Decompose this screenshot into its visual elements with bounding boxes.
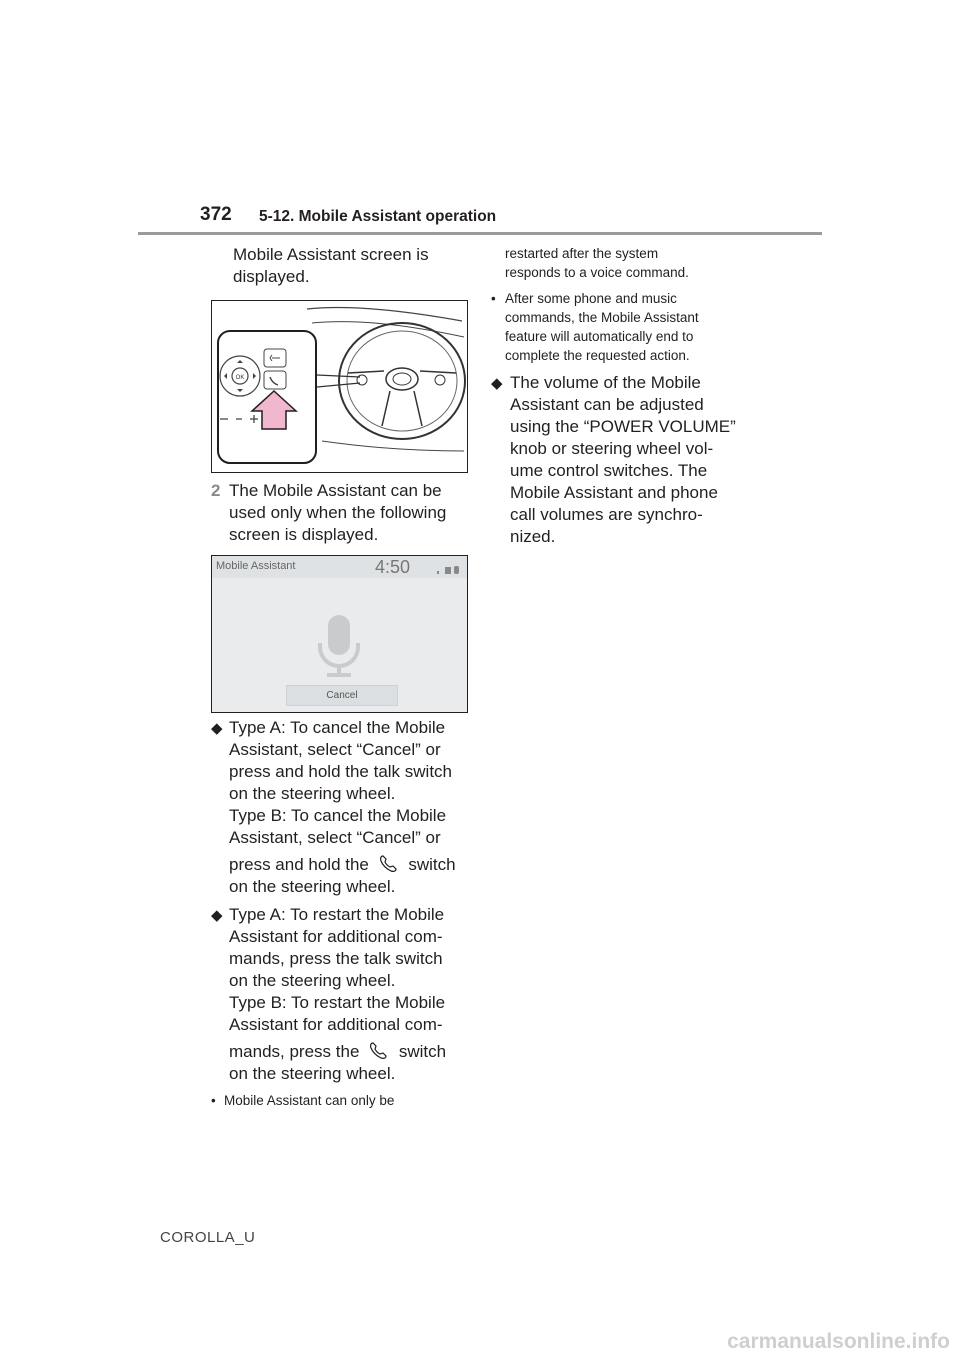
- bullet-3-line-1: The volume of the Mobile: [510, 373, 701, 392]
- header-rule: [138, 232, 822, 235]
- bullet-3-line-2: Assistant can be adjusted: [510, 395, 704, 414]
- bullet-2-line-6: Assistant for additional com-: [229, 1015, 443, 1034]
- steering-wheel-illustration: [212, 301, 467, 472]
- page-number: 372: [200, 204, 232, 225]
- bullet-2-line-1: Type A: To restart the Mobile: [229, 905, 445, 924]
- bullet-2-line-4: on the steering wheel.: [229, 971, 396, 990]
- footer-model: COROLLA_U: [160, 1229, 256, 1246]
- step-2-number: [211, 480, 220, 502]
- bullet-3-line-3: using the “POWER VOLUME”: [510, 417, 736, 436]
- bullet-2-phone-after: switch: [398, 1042, 447, 1061]
- bullet-3-line-6: Mobile Assistant and phone: [510, 483, 718, 502]
- bullet-diamond-icon: ◆: [211, 907, 223, 924]
- intro-line-2: displayed.: [233, 267, 310, 286]
- bullet-1-line-8: on the steering wheel.: [229, 877, 396, 896]
- intro-line-1: Mobile Assistant screen is: [233, 245, 429, 264]
- bullet-1-line-2: Assistant, select “Cancel” or: [229, 740, 441, 759]
- microphone-icon: [315, 613, 363, 679]
- mobile-assistant-screen-figure: [211, 555, 468, 713]
- note-line-1: Mobile Assistant can only be: [224, 1093, 395, 1108]
- watermark[interactable]: [640, 1324, 960, 1358]
- bullet-2-line-2: Assistant for additional com-: [229, 927, 443, 946]
- note-cont-line-1: restarted after the system: [505, 246, 659, 261]
- phone-icon: [364, 1040, 394, 1060]
- bullet-1-line-1: Type A: To cancel the Mobile: [229, 718, 446, 737]
- bullet-1-line-7: [229, 853, 456, 876]
- bullet-2-line-8: on the steering wheel.: [229, 1064, 396, 1083]
- note-2-line-4: complete the requested action.: [505, 348, 690, 363]
- status-icons: [433, 562, 461, 572]
- note-2-line-3: feature will automatically end to: [505, 329, 694, 344]
- step-number: 2: [211, 481, 221, 500]
- bullet-diamond-icon: ◆: [491, 375, 503, 392]
- note-bullet-icon: •: [211, 1093, 216, 1108]
- step-2-line-3: screen is displayed.: [229, 525, 379, 544]
- watermark-text: carmanualsonline.info: [727, 1330, 950, 1353]
- bullet-2-line-3: mands, press the talk switch: [229, 949, 443, 968]
- bullet-1-line-3: press and hold the talk switch: [229, 762, 453, 781]
- screen-clock: 4:50: [375, 557, 411, 577]
- note-cont-line-2: responds to a voice command.: [505, 265, 689, 280]
- bullet-2-line-7: [229, 1040, 446, 1063]
- bullet-1-phone-before: press and hold the: [229, 855, 369, 874]
- step-2-line-2: used only when the following: [229, 503, 447, 522]
- note-2-line-1: After some phone and music: [505, 291, 677, 306]
- steering-wheel-figure: [211, 300, 468, 473]
- note-2-line-2: commands, the Mobile Assistant: [505, 310, 699, 325]
- section-title: 5-12. Mobile Assistant operation: [259, 208, 497, 225]
- bullet-1-line-5: Type B: To cancel the Mobile: [229, 806, 447, 825]
- bullet-3-line-4: knob or steering wheel vol-: [510, 439, 714, 458]
- bullet-2-phone-before: mands, press the: [229, 1042, 360, 1061]
- svg-text:OK: OK: [235, 375, 245, 381]
- bullet-3-line-7: call volumes are synchro-: [510, 505, 703, 524]
- bullet-3-line-8: nized.: [510, 527, 556, 546]
- bullet-3-line-5: ume control switches. The: [510, 461, 708, 480]
- cancel-button-label: Cancel: [326, 690, 358, 701]
- cancel-button[interactable]: [286, 685, 398, 706]
- bullet-1-line-4: on the steering wheel.: [229, 784, 396, 803]
- note-bullet-icon: •: [491, 291, 496, 306]
- bullet-1-phone-after: switch: [408, 855, 456, 874]
- screen-title: Mobile Assistant: [216, 560, 296, 572]
- step-2-line-1: The Mobile Assistant can be: [229, 481, 442, 500]
- phone-icon: [374, 853, 404, 873]
- bullet-2-line-5: Type B: To restart the Mobile: [229, 993, 446, 1012]
- bullet-diamond-icon: ◆: [211, 720, 223, 737]
- bullet-1-line-6: Assistant, select “Cancel” or: [229, 828, 441, 847]
